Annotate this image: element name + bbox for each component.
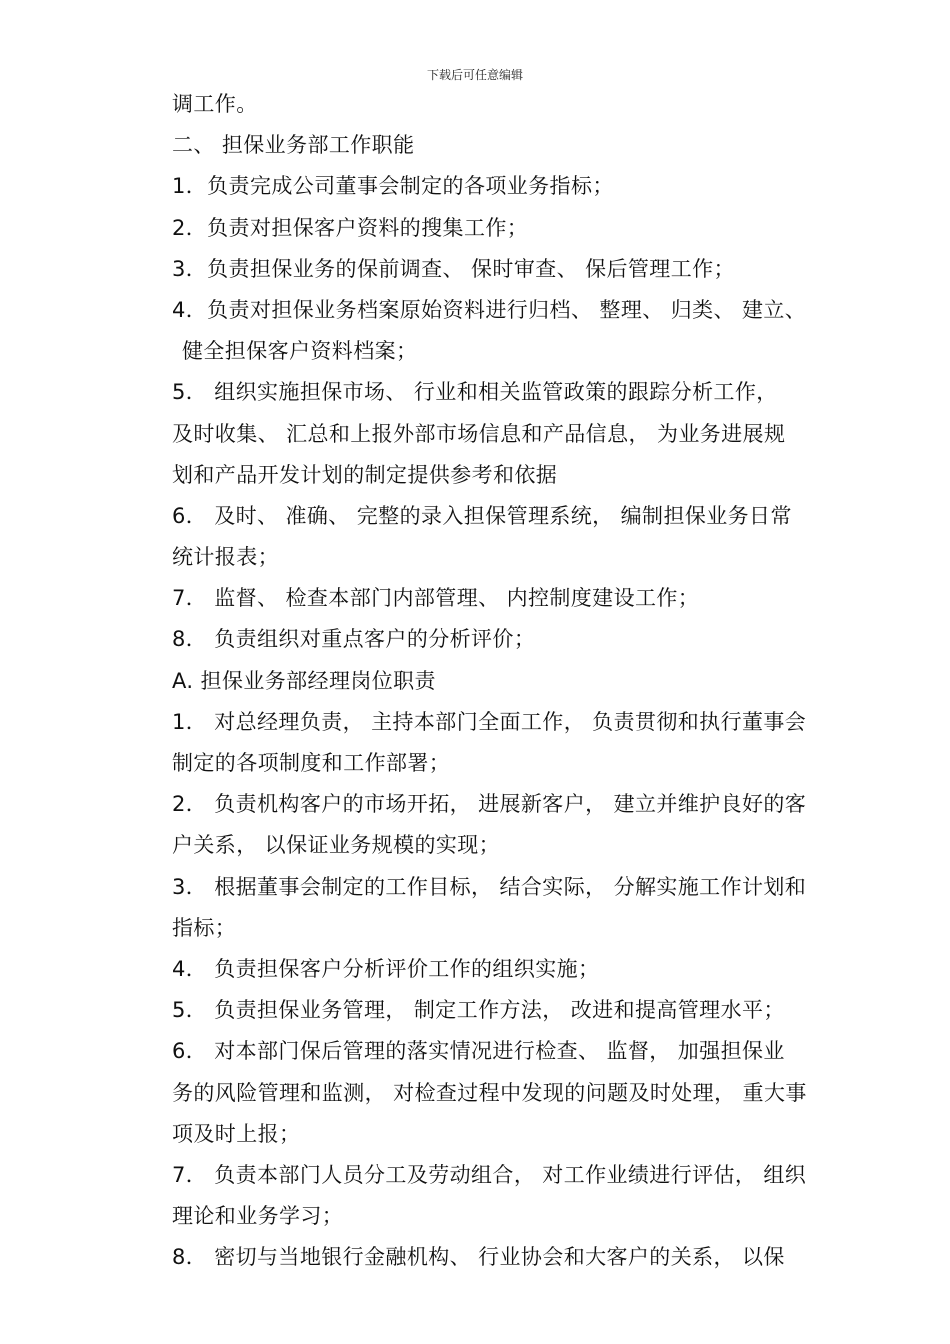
- text-line: 7． 负责本部门人员分工及劳动组合， 对工作业绩进行评估， 组织: [172, 1162, 807, 1187]
- text-line: 户关系， 以保证业务规模的实现；: [172, 833, 501, 858]
- text-line: 调工作。: [172, 92, 258, 116]
- text-line: 项及时上报；: [172, 1121, 301, 1146]
- text-line: 8． 密切与当地银行金融机构、 行业协会和大客户的关系， 以保: [172, 1245, 785, 1270]
- text-line: 5． 负责担保业务管理， 制定工作方法， 改进和提高管理水平；: [172, 998, 785, 1023]
- text-line: 理论和业务学习；: [172, 1204, 344, 1229]
- text-line: 健全担保客户资料档案；: [182, 339, 418, 364]
- text-line: 及时收集、 汇总和上报外部市场信息和产品信息， 为业务进展规: [172, 421, 786, 446]
- document-body: [172, 84, 862, 1278]
- text-line: 指标；: [172, 915, 237, 940]
- text-line: 划和产品开发计划的制定提供参考和依据: [172, 462, 558, 487]
- page-header-note: 下载后可任意编辑: [426, 68, 523, 82]
- text-line: 1．负责完成公司董事会制定的各项业务指标；: [172, 174, 614, 199]
- section-heading: 二、 担保业务部工作职能: [172, 133, 415, 158]
- text-line: 4．负责对担保业务档案原始资料进行归档、 整理、 归类、 建立、: [172, 297, 807, 322]
- text-line: 务的风险管理和监测， 对检查过程中发现的问题及时处理， 重大事: [172, 1080, 807, 1105]
- text-line: 8． 负责组织对重点客户的分析评价；: [172, 627, 536, 652]
- text-line: 制定的各项制度和工作部署；: [172, 751, 451, 775]
- text-line: 统计报表；: [172, 545, 279, 570]
- text-line: 3． 根据董事会制定的工作目标， 结合实际， 分解实施工作计划和: [172, 874, 807, 899]
- text-line: 6． 对本部门保后管理的落实情况进行检查、 监督， 加强担保业: [172, 1039, 785, 1064]
- text-line: 1． 对总经理负责， 主持本部门全面工作， 负责贯彻和执行董事会: [172, 709, 807, 734]
- text-line: 2． 负责机构客户的市场开拓， 进展新客户， 建立并维护良好的客: [172, 792, 807, 817]
- text-line: 3．负责担保业务的保前调查、 保时审查、 保后管理工作；: [172, 256, 735, 281]
- text-line: 5． 组织实施担保市场、 行业和相关监管政策的跟踪分析工作，: [172, 380, 778, 405]
- text-line: 2．负责对担保客户资料的搜集工作；: [172, 215, 529, 240]
- text-line: 4． 负责担保客户分析评价工作的组织实施；: [172, 956, 600, 981]
- text-line: 7． 监督、 检查本部门内部管理、 内控制度建设工作；: [172, 586, 700, 611]
- text-line: 6． 及时、 准确、 完整的录入担保管理系统， 编制担保业务日常: [172, 503, 792, 528]
- section-heading: A. 担保业务部经理岗位职责: [172, 668, 436, 693]
